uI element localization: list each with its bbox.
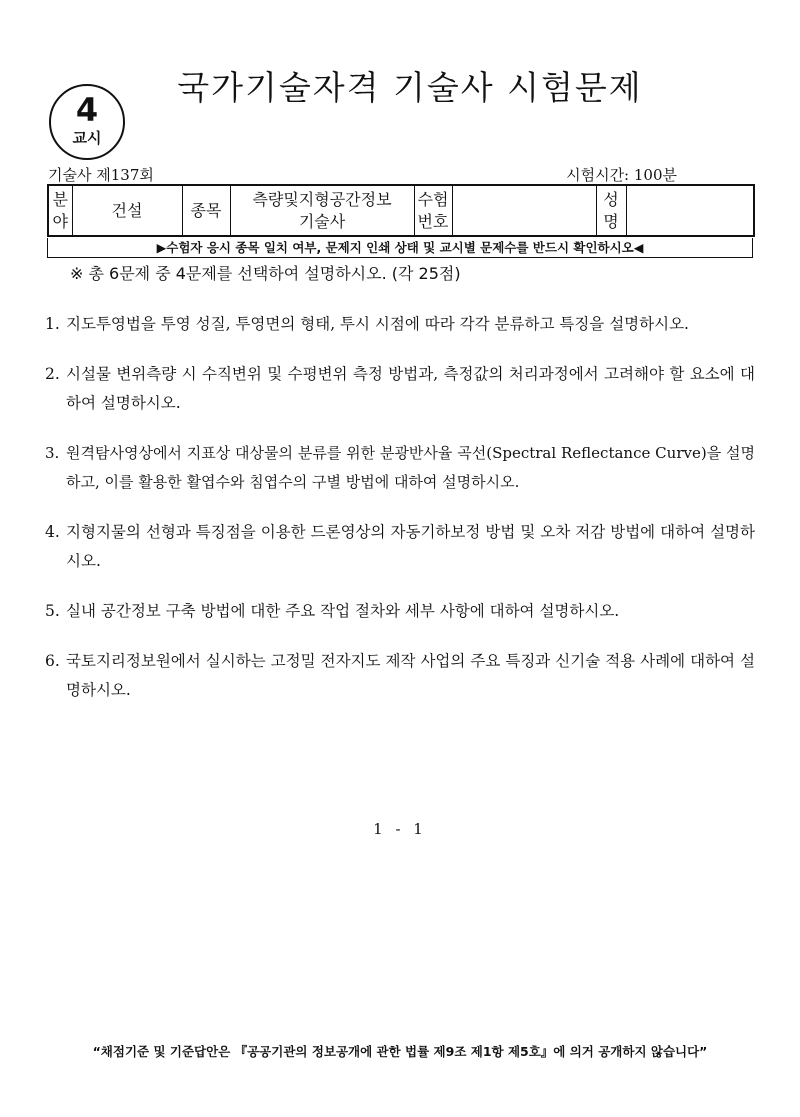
question-item [45, 597, 755, 626]
question-number: 3. [45, 444, 60, 462]
question-number: 2. [45, 365, 60, 383]
exam-info-table [47, 184, 755, 237]
question-item [45, 310, 755, 339]
exam-number-label-cell [414, 185, 452, 236]
page-title: 국가기술자격 기술사 시험문제 [177, 68, 643, 107]
question-text: 국토지리정보원에서 실시하는 고정밀 전자지도 제작 사업의 주요 특징과 신기술 적용 사례에 대하여 설명하시오. [66, 652, 755, 699]
instruction-text: ※ 총 6문제 중 4문제를 선택하여 설명하시오. (각 25점) [70, 264, 461, 283]
category-value-cell [230, 185, 414, 236]
question-text: 지도투영법을 투영 성질, 투영면의 형태, 투시 시점에 따라 각각 분류하고 특징을 설명하시오. [66, 315, 689, 333]
exam-time: 시험시간: 100분 [566, 166, 677, 184]
question-number: 4. [45, 523, 60, 541]
check-notice: ▶수험자 응시 종목 일치 여부, 문제지 인쇄 상태 및 교시별 문제수를 반드시 확인하시오◀ [47, 238, 753, 258]
question-text: 원격탐사영상에서 지표상 대상물의 분류를 위한 분광반사율 곡선(Spectral Reflectance Curve)을 설명하고, 이를 활용한 활엽수와 침엽수의 구별 방법에 대하여 설명하시오. [66, 444, 755, 491]
question-number: 6. [45, 652, 60, 670]
page-number: 1 - 1 [373, 820, 427, 838]
question-item [45, 360, 755, 418]
field-label-line-1: 분 [52, 189, 68, 209]
field-label-cell [48, 185, 72, 236]
category-value-line-1: 측량및지형공간정보 [252, 189, 392, 209]
exam-number-label-line-2: 번호 [417, 211, 449, 231]
question-text: 시설물 변위측량 시 수직변위 및 수평변위 측정 방법과, 측정값의 처리과정에서 고려해야 할 요소에 대하여 설명하시오. [66, 365, 755, 412]
name-label-line-2: 명 [603, 211, 619, 231]
exam-round: 기술사 제137회 [48, 166, 154, 184]
category-label: 종목 [182, 185, 230, 236]
field-value: 건설 [72, 185, 182, 236]
exam-number-label-line-1: 수험 [417, 189, 449, 209]
name-field[interactable] [626, 185, 754, 236]
disclaimer-footer: “채점기준 및 기준답안은 『공공기관의 정보공개에 관한 법률 제9조 제1항 제5호』에 의거 공개하지 않습니다” [92, 1044, 708, 1059]
question-item [45, 439, 755, 497]
question-item [45, 647, 755, 705]
session-badge [49, 84, 125, 160]
field-label-line-2: 야 [52, 211, 68, 231]
question-text: 지형지물의 선형과 특징점을 이용한 드론영상의 자동기하보정 방법 및 오차 저감 방법에 대하여 설명하시오. [66, 523, 755, 570]
category-value-line-2: 기술사 [298, 211, 346, 231]
name-label-line-1: 성 [603, 189, 619, 209]
session-number: 4 [75, 91, 99, 129]
question-list [45, 310, 755, 705]
name-label-cell [596, 185, 626, 236]
question-text: 실내 공간정보 구축 방법에 대한 주요 작업 절차와 세부 사항에 대하여 설명하시오. [66, 602, 620, 620]
exam-number-field[interactable] [452, 185, 596, 236]
question-item [45, 518, 755, 576]
question-number: 1. [45, 315, 60, 333]
question-number: 5. [45, 602, 60, 620]
session-label: 교시 [72, 129, 102, 147]
